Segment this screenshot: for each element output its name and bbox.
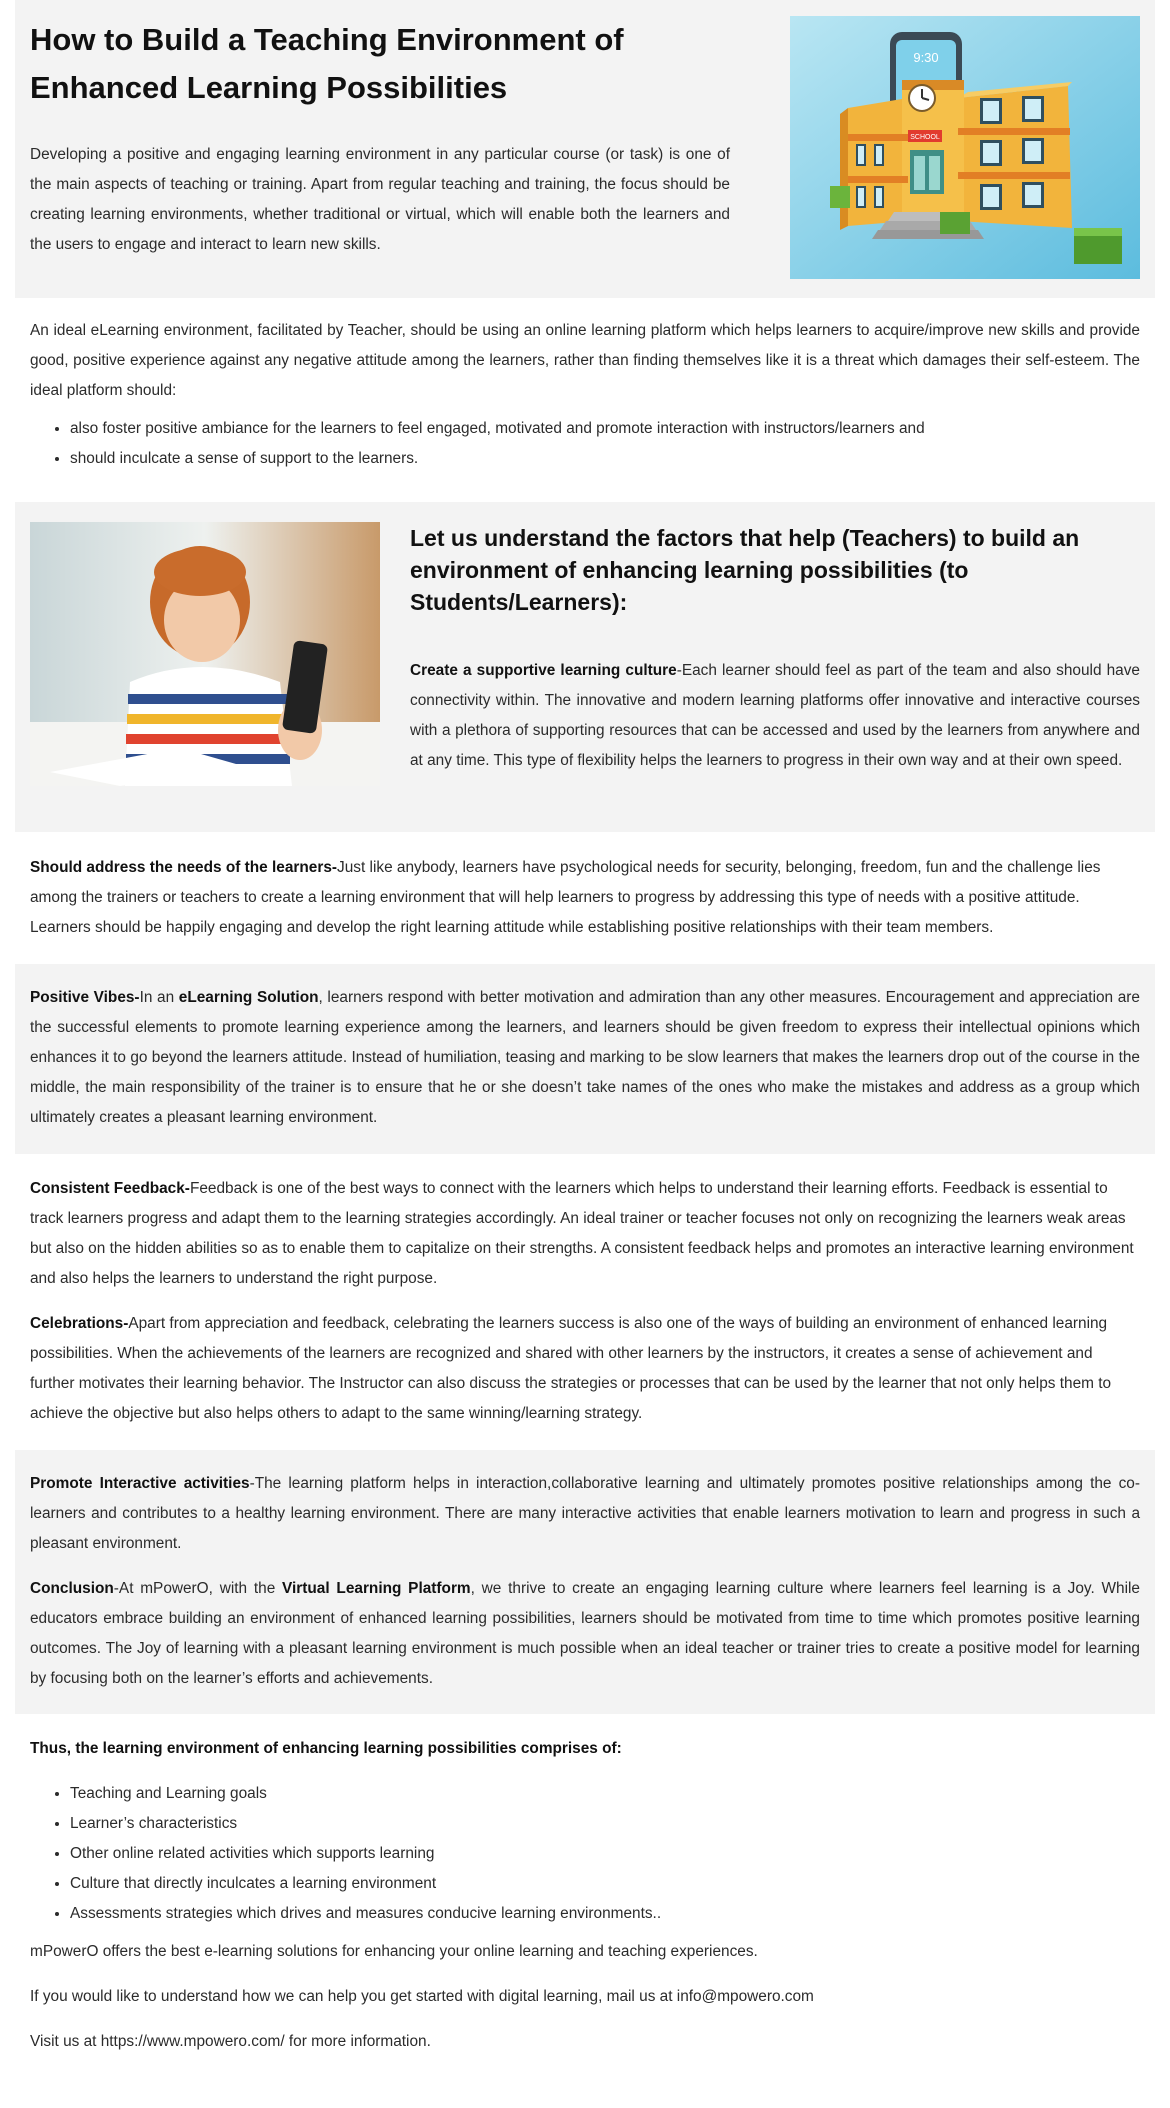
summary-section	[30, 1734, 1140, 2057]
conclusion-title: Conclusion	[30, 1580, 114, 1597]
ideal-paragraph: An ideal eLearning environment, facilitated by Teacher, should be using an online learning platform which helps learners to acquire/improve new skills and provide good, positive experience against any negative attitude among the learners, rather than finding themselves like it is a threat which damages their self-esteem. The ideal platform should:	[30, 322, 1140, 399]
visit-text: Visit us at https://www.mpowero.com/ for more information.	[30, 2033, 431, 2050]
page-title: How to Build a Teaching Environment of Enhanced Learning Possibilities	[30, 22, 624, 105]
virtual-learning-platform-link[interactable]: Virtual Learning Platform	[282, 1580, 471, 1597]
celebrations-paragraph	[30, 1309, 1140, 1429]
list-item: • Culture that directly inculcates a learning environment	[70, 1869, 1140, 1899]
vibes-title: Positive Vibes-	[30, 989, 140, 1006]
summary-heading-line	[30, 1734, 1140, 1764]
school-illustration	[790, 16, 1140, 279]
hero-intro: Developing a positive and engaging learning environment in any particular course (or task) is one of the main aspects of teaching or training. Apart from regular teaching and training, the focus should be creating learning environments, whether traditional or virtual, which will enable both the learners and the users to engage and interact to learn new skills.	[30, 146, 730, 253]
school-sign-label: SCHOOL	[910, 134, 940, 141]
conclusion-text-a: -At mPowerO, with the	[113, 1580, 283, 1597]
feedback-paragraph	[30, 1174, 1140, 1294]
celebrations-section	[30, 1309, 1140, 1429]
needs-section	[30, 853, 1140, 943]
feedback-section	[30, 1174, 1140, 1294]
clock-label: 9:30	[913, 50, 939, 65]
celebrations-text: Apart from appreciation and feedback, celebrating the learners success is also one of the ways of building an environment of enhanced learning possibilities. When the achievements of the learners are recognized and shared with other learners by the instructors, it creates a sense of achievement and further motivates their learning behavior. The Instructor can also discuss the strategies or processes that can be used by the learner that not only helps them to achieve the objective but also helps others to adapt to the same winning/learning strategy.	[30, 1315, 1112, 1422]
factors-heading: Let us understand the factors that help (Teachers) to build an environment of enhancing learning possibilities (to Students/Learners):	[410, 525, 1080, 615]
culture-paragraph	[410, 656, 1140, 776]
interactive-text: -The learning platform helps in interaction,collaborative learning and ultimately promotes positive relationships among the co-learners and contributes to a healthy learning environment. There are many interactive activities that enable learners motivation to learn and progress in such a pleasant environment.	[30, 1475, 1140, 1552]
list-item: • Teaching and Learning goals	[70, 1779, 1140, 1809]
needs-title: Should address the needs of the learners-	[30, 859, 338, 876]
vibes-text-b: , learners respond with better motivation and admiration than any other measures. Encouragement and appreciation are the successful elements to promote learning experience among the learners, and learners should be given freedom to express their intellectual opinions which enhances it to go beyond the learners attitude. Instead of humiliation, teasing and marking to be slow learners that makes the learners drop out of the course in the middle, the main responsibility of the trainer is to ensure that he or she doesn’t take names of the ones who make the mistakes and address as a group which ultimately creates a pleasant learning environment.	[30, 989, 1140, 1126]
vibes-text-a: In an	[139, 989, 179, 1006]
summary-list	[30, 1779, 1140, 1929]
interactive-title: Promote Interactive activities	[30, 1475, 250, 1492]
feedback-title: Consistent Feedback-	[30, 1180, 190, 1197]
interactive-paragraph	[30, 1469, 1140, 1559]
list-item: • Other online related activities which supports learning	[70, 1839, 1140, 1869]
list-item: • also foster positive ambiance for the learners to feel engaged, motivated and promote interaction with instructors/learners and	[70, 414, 1140, 444]
conclusion-paragraph	[30, 1574, 1140, 1694]
vibes-block	[30, 983, 1140, 1133]
feedback-text: Feedback is one of the best ways to connect with the learners which helps to understand their learning efforts. Feedback is essential to track learners progress and adapt them to the learning strategies accordingly. An ideal trainer or teacher focuses not only on recognizing the learners weak areas but also on the hidden abilities so as to enable them to capitalize on their strengths. A consistent feedback helps and promotes an interactive learning environment and also helps the learners to understand the right purpose.	[30, 1180, 1134, 1287]
vibes-paragraph	[30, 983, 1140, 1133]
interactive-block	[30, 1469, 1140, 1694]
factors-text	[410, 522, 1140, 776]
contact-text: If you would like to understand how we can help you get started with digital learning, mail us at info@mpowero.com	[30, 1988, 814, 2005]
needs-text: Just like anybody, learners have psychological needs for security, belonging, freedom, fun and the challenge lies among the trainers or teachers to create a learning environment that will help learners to progress by addressing this type of needs with a positive attitude. Learners should be happily engaging and develop the right learning attitude while establishing positive relationships with their team members.	[30, 859, 1101, 936]
list-item: • Assessments strategies which drives and measures conducive learning environments..	[70, 1899, 1140, 1929]
ideal-section	[30, 316, 1140, 474]
ideal-list	[30, 414, 1140, 474]
child-with-phone-photo	[30, 522, 380, 786]
summary-heading: Thus, the learning environment of enhancing learning possibilities comprises of:	[30, 1740, 622, 1757]
needs-paragraph	[30, 853, 1140, 943]
list-item: • should inculcate a sense of support to the learners.	[70, 444, 1140, 474]
conclusion-text-b: , we thrive to create an engaging learning culture where learners feel learning is a Joy. While educators embrace building an environment of enhanced learning possibilities, learners should be motivated from time to time which promotes positive learning outcomes. The Joy of learning with a pleasant learning environment is much possible when an ideal teacher or trainer tries to create a positive model for learning by focusing both on the learner’s efforts and achievements.	[30, 1580, 1140, 1687]
celebrations-title: Celebrations-	[30, 1315, 129, 1332]
culture-title: Create a supportive learning culture	[410, 662, 677, 679]
offer-text: mPowerO offers the best e-learning solutions for enhancing your online learning and teaching experiences.	[30, 1943, 758, 1960]
elearning-solution-link[interactable]: eLearning Solution	[178, 989, 319, 1006]
hero-text	[30, 16, 730, 260]
list-item: • Learner’s characteristics	[70, 1809, 1140, 1839]
culture-text: -Each learner should feel as part of the team and also should have connectivity within. The innovative and modern learning platforms offer innovative and interactive courses with a plethora of supporting resources that can be accessed and used by the learners from anywhere and at any time. This type of flexibility helps the learners to progress in their own way and at their own speed.	[410, 662, 1140, 769]
